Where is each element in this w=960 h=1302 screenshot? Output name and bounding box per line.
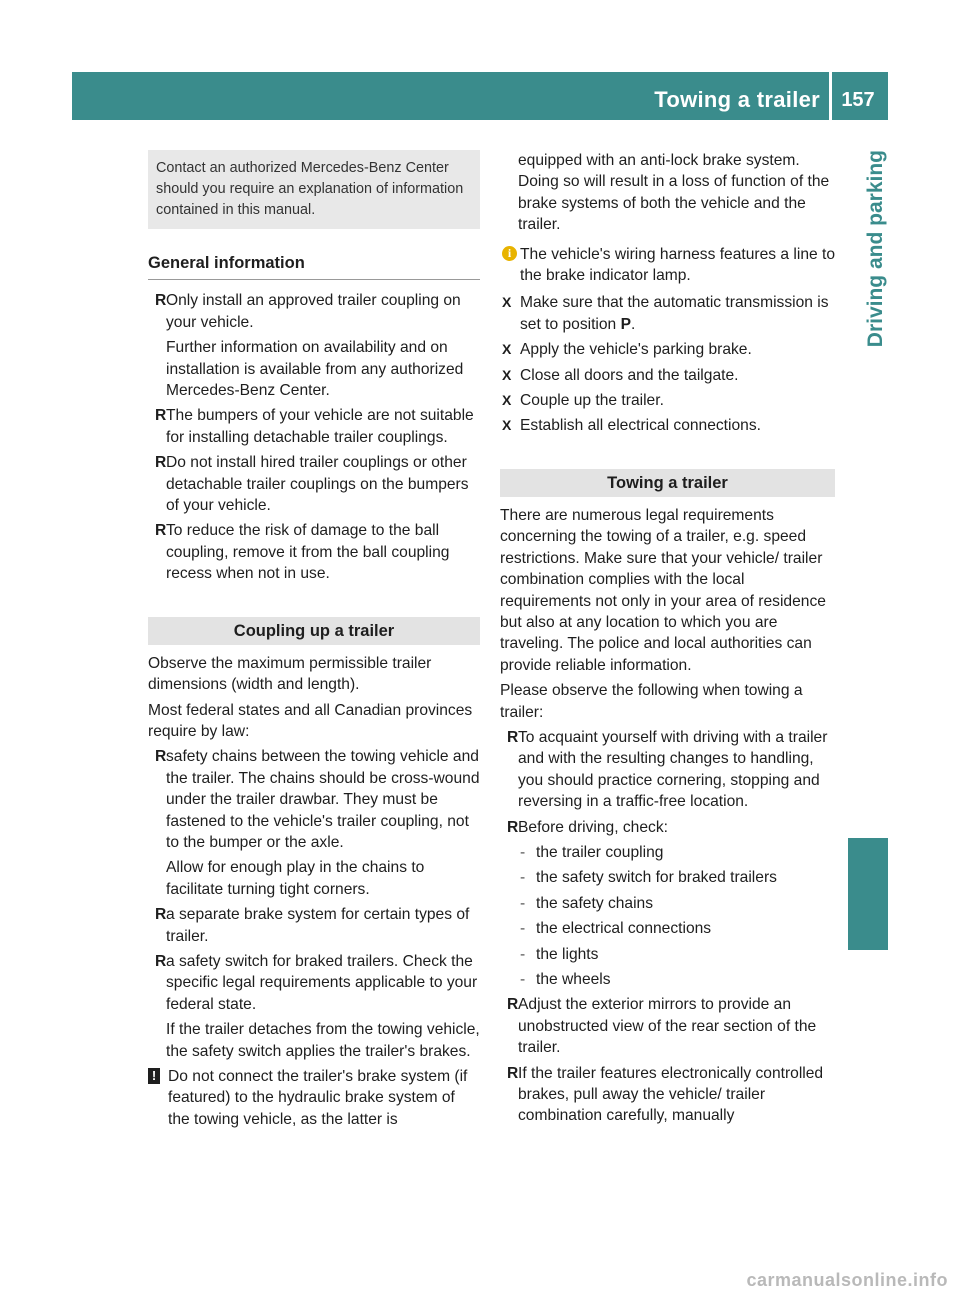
list-item — [148, 746, 480, 900]
bullet-icon: R — [507, 1064, 519, 1082]
bullet-icon: R — [155, 522, 167, 540]
list-item-text: a safety switch for braked trailers. Check the specific legal requirements applicable to your federal state. — [166, 952, 478, 1013]
info-note-text: The vehicle's wiring harness features a line to the brake indicator lamp. — [520, 245, 836, 285]
step-arrow-icon: X — [502, 366, 512, 383]
warning-continuation: equipped with an anti-lock brake system. Doing so will result in a loss of function of the brake systems of both the vehicle and the trailer. — [518, 152, 830, 234]
bullet-icon: R — [155, 407, 167, 425]
bullet-icon: R — [155, 906, 167, 924]
page-title: Towing a trailer — [654, 87, 820, 112]
check-item — [500, 944, 835, 965]
towing-heading: Towing a trailer — [500, 469, 835, 497]
step-item — [500, 390, 835, 411]
check-item-text: the safety switch for braked trailers — [536, 869, 777, 887]
check-item — [500, 918, 835, 939]
step-item — [500, 339, 835, 360]
step-arrow-icon: X — [502, 294, 512, 311]
watermark: carmanualsonline.info — [746, 1270, 948, 1290]
section-tab-marker — [848, 838, 888, 950]
bullet-icon: R — [155, 952, 167, 970]
step-item — [500, 415, 835, 436]
list-item — [500, 817, 835, 838]
page-number: 157 — [841, 89, 875, 111]
list-item — [148, 904, 480, 947]
transmission-position: P — [620, 315, 631, 333]
paragraph: Please observe the following when towing a trailer: — [500, 682, 803, 721]
list-item-text: Do not install hired trailer couplings or other detachable trailer couplings on the bumpers of your vehicle. — [166, 454, 469, 515]
header-bar — [72, 72, 888, 120]
bullet-icon: R — [155, 292, 167, 310]
warning-note — [148, 1066, 480, 1130]
step-arrow-icon: X — [502, 417, 512, 434]
step-item — [500, 365, 835, 386]
bullet-icon: R — [155, 454, 167, 472]
list-item-text: Before driving, check: — [518, 818, 668, 836]
list-item — [500, 727, 835, 813]
section-side-label — [848, 150, 888, 520]
step-arrow-icon: X — [502, 341, 512, 358]
bullet-icon: R — [155, 748, 167, 766]
list-item — [148, 405, 480, 448]
dash-icon: - — [520, 843, 526, 861]
check-item-text: the wheels — [536, 971, 611, 988]
coupling-up-heading: Coupling up a trailer — [148, 617, 480, 645]
bullet-icon: R — [507, 818, 519, 836]
side-label-text: Driving and parking — [864, 150, 887, 348]
check-item — [500, 842, 835, 863]
list-item-text: If the trailer features electronically controlled brakes, pull away the vehicle/ trailer combination carefully, manually — [518, 1064, 824, 1125]
list-item-text: a separate brake system for certain types of trailer. — [166, 906, 470, 945]
dash-icon: - — [520, 920, 526, 938]
warning-text: Do not connect the trailer's brake system (if featured) to the hydraulic brake system of the towing vehicle, as the latter is — [168, 1068, 468, 1128]
bullet-icon: R — [507, 728, 519, 746]
left-column — [148, 150, 480, 1134]
list-item — [148, 520, 480, 584]
paragraph: Most federal states and all Canadian provinces require by law: — [148, 701, 473, 740]
check-item-text: the electrical connections — [536, 920, 712, 938]
check-item-text: the safety chains — [536, 894, 654, 912]
list-item-text: safety chains between the towing vehicle and the trailer. The chains should be cross-wound under the trailer drawbar. They must be fastened to the vehicle's trailer coupling, not to the bumper or the axle. — [166, 748, 480, 851]
paragraph: There are numerous legal requirements concerning the towing of a trailer, e.g. speed restrictions. Make sure that your vehicle/ trailer combination complies with the local requirements not only in your area of residence but also at any location to which you are traveling. The police and local authorities can provide reliable information. — [500, 506, 826, 674]
info-note — [500, 244, 835, 287]
paragraph: Observe the maximum permissible trailer dimensions (width and length). — [148, 654, 432, 694]
check-item-text: the lights — [536, 945, 599, 963]
step-item — [500, 292, 835, 335]
list-item-extra: If the trailer detaches from the towing vehicle, the safety switch applies the trailer's brakes. — [166, 1021, 480, 1060]
dash-icon: - — [520, 971, 526, 988]
info-icon: i — [502, 246, 517, 261]
check-item-text: the trailer coupling — [536, 843, 664, 861]
bullet-icon: R — [507, 996, 519, 1014]
list-item — [148, 452, 480, 516]
dash-icon: - — [520, 869, 526, 887]
list-item-extra: Allow for enough play in the chains to facilitate turning tight corners. — [166, 859, 425, 898]
step-text: Make sure that the automatic transmission is set to position — [520, 294, 829, 333]
list-item — [148, 951, 480, 1062]
dash-icon: - — [520, 894, 526, 912]
check-item — [500, 867, 835, 888]
dash-icon: - — [520, 945, 526, 963]
list-item-text: To reduce the risk of damage to the ball coupling, remove it from the ball coupling recess when not in use. — [166, 522, 450, 583]
list-item — [500, 1063, 835, 1127]
list-item — [148, 290, 480, 401]
list-item-text: Adjust the exterior mirrors to provide an unobstructed view of the rear section of the trailer. — [518, 996, 817, 1057]
step-text: Couple up the trailer. — [520, 392, 664, 410]
step-text-suffix: . — [630, 315, 636, 333]
step-text: Establish all electrical connections. — [520, 417, 761, 435]
list-item-extra: Further information on availability and on installation is available from any authorized Mercedes-Benz Center. — [166, 339, 464, 400]
list-item-text: The bumpers of your vehicle are not suitable for installing detachable trailer couplings. — [166, 407, 474, 446]
check-item — [500, 969, 835, 990]
step-text: Apply the vehicle's parking brake. — [520, 341, 752, 359]
general-information-heading: General information — [148, 253, 480, 280]
list-item-text: To acquaint yourself with driving with a trailer and with the resulting changes to handling, you should practice cornering, stopping and reversing in a traffic-free location. — [518, 728, 828, 811]
list-item — [500, 994, 835, 1058]
list-item-text: Only install an approved trailer coupling on your vehicle. — [166, 292, 461, 331]
right-column — [500, 150, 835, 1131]
check-item — [500, 893, 835, 914]
info-box: Contact an authorized Mercedes-Benz Center should you require an explanation of information contained in this manual. — [148, 150, 480, 229]
step-arrow-icon: X — [502, 392, 512, 409]
warning-icon: ! — [148, 1068, 160, 1084]
step-text: Close all doors and the tailgate. — [520, 366, 739, 384]
